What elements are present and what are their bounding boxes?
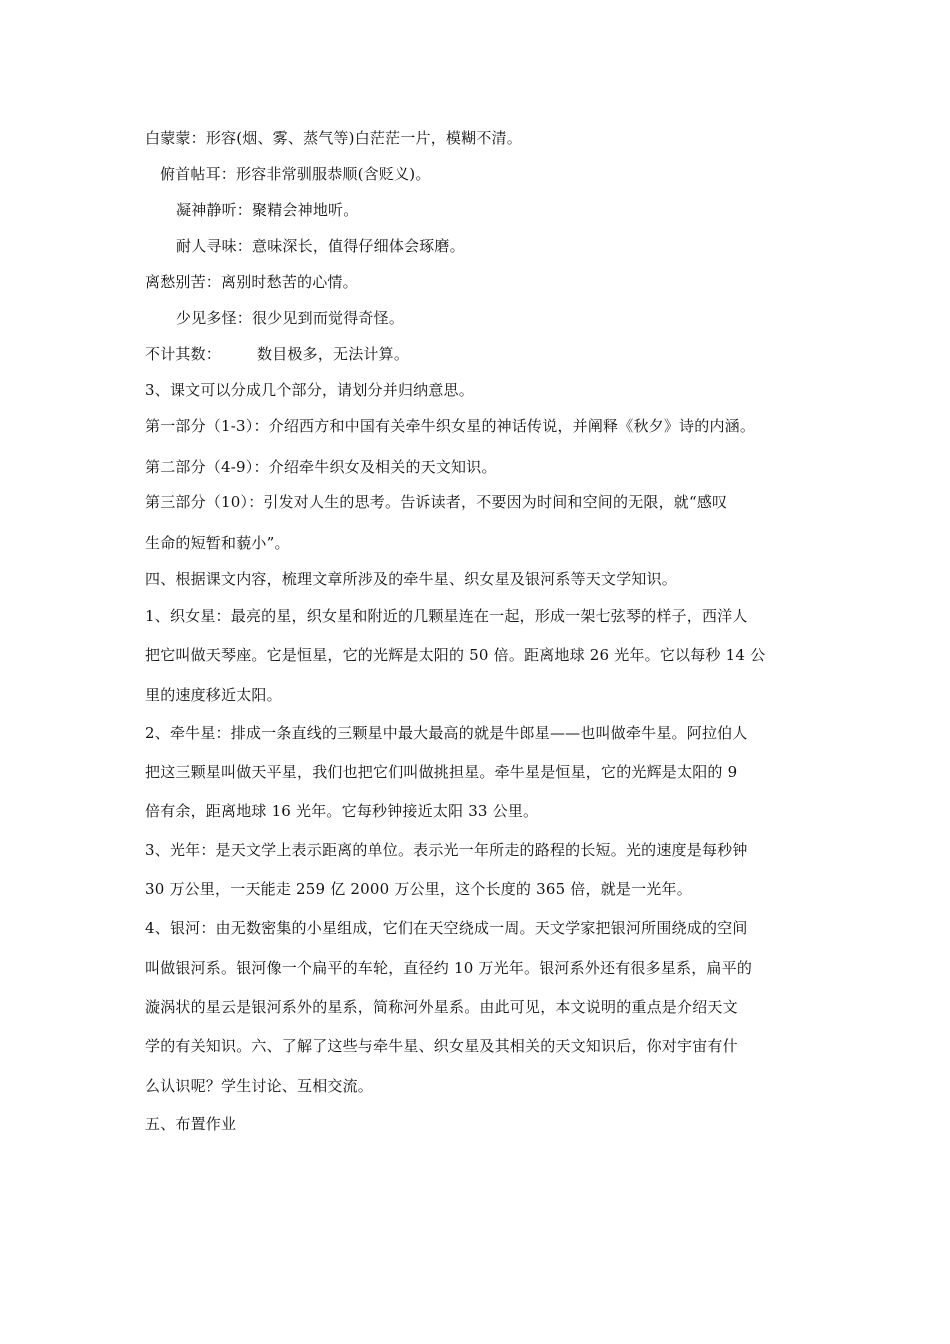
glossary-definition: 形容(烟、雾、蒸气等)白茫茫一片，模糊不清。 bbox=[205, 129, 522, 147]
milkyway-paragraph: 4、银河：由无数密集的小星组成，它们在天空绕成一周。天文学家把银河所围绕成的空间 bbox=[145, 919, 748, 937]
glossary-term: 少见多怪： bbox=[176, 309, 253, 327]
glossary-definition: 形容非常驯服恭顺(含贬义)。 bbox=[236, 165, 431, 183]
lightyear-paragraph: 30 万公里，一天能走 259 亿 2000 万公里，这个长度的 365 倍，就是一光年。 bbox=[145, 880, 692, 898]
structure-part-1: 第一部分（1-3）：介绍西方和中国有关牵牛织女星的神话传说，并阐释《秋夕》诗的内涵。 bbox=[145, 417, 756, 435]
glossary-term: 俯首帖耳： bbox=[160, 165, 237, 183]
glossary-entry bbox=[176, 308, 404, 328]
glossary-definition: 意味深长，值得仔细体会琢磨。 bbox=[252, 237, 465, 255]
milkyway-paragraph: 学的有关知识。六、了解了这些与牵牛星、织女星及其相关的天文知识后，你对宇宙有什 bbox=[145, 1037, 738, 1055]
vega-paragraph: 把它叫做天琴座。它是恒星，它的光辉是太阳的 50 倍。距离地球 26 光年。它以每秒 14 公 bbox=[145, 646, 766, 664]
glossary-entry bbox=[176, 236, 465, 256]
milkyway-paragraph: 叫做银河系。银河像一个扁平的车轮，直径约 10 万光年。银河系外还有很多星系，扁平的 bbox=[145, 959, 753, 977]
glossary-definition: 离别时愁苦的心情。 bbox=[221, 273, 358, 291]
structure-question: 3、课文可以分成几个部分，请划分并归纳意思。 bbox=[145, 381, 474, 399]
glossary-entry bbox=[160, 164, 431, 184]
altair-paragraph: 2、牵牛星：排成一条直线的三颗星中最大最高的就是牛郎星——也叫做牵牛星。阿拉伯人 bbox=[145, 724, 748, 742]
structure-part-2: 第二部分（4-9）：介绍牵牛织女及相关的天文知识。 bbox=[145, 458, 497, 476]
glossary-term: 凝神静听： bbox=[176, 201, 253, 219]
section-4-heading: 四、根据课文内容，梳理文章所涉及的牵牛星、织女星及银河系等天文学知识。 bbox=[145, 570, 678, 588]
glossary-definition: 数目极多，无法计算。 bbox=[257, 345, 410, 363]
glossary-definition: 很少见到而觉得奇怪。 bbox=[252, 309, 405, 327]
milkyway-paragraph: 漩涡状的星云是银河系外的星系，简称河外星系。由此可见，本文说明的重点是介绍天文 bbox=[145, 998, 738, 1016]
glossary-term: 白蒙蒙： bbox=[145, 129, 206, 147]
structure-part-3: 第三部分（10）：引发对人生的思考。告诉读者，不要因为时间和空间的无限，就“感叹 bbox=[145, 493, 728, 511]
glossary-term: 不计其数： bbox=[145, 345, 222, 363]
glossary-entry bbox=[176, 200, 358, 220]
milkyway-paragraph: 么认识呢？学生讨论、互相交流。 bbox=[145, 1077, 374, 1095]
vega-paragraph: 1、织女星：最亮的星，织女星和附近的几颗星连在一起，形成一架七弦琴的样子，西洋人 bbox=[145, 607, 748, 625]
vega-paragraph: 里的速度移近太阳。 bbox=[145, 686, 282, 704]
glossary-definition: 聚精会神地听。 bbox=[252, 201, 359, 219]
glossary-entry bbox=[145, 272, 358, 292]
altair-paragraph: 把这三颗星叫做天平星，我们也把它们叫做挑担星。牵牛星是恒星，它的光辉是太阳的 9 bbox=[145, 763, 738, 781]
altair-paragraph: 倍有余，距离地球 16 光年。它每秒钟接近太阳 33 公里。 bbox=[145, 802, 539, 820]
glossary-entry bbox=[145, 344, 409, 364]
section-5-heading: 五、布置作业 bbox=[145, 1115, 237, 1133]
glossary-term: 耐人寻味： bbox=[176, 237, 253, 255]
glossary-entry bbox=[145, 128, 522, 148]
structure-part-3: 生命的短暂和藐小”。 bbox=[145, 534, 290, 552]
lightyear-paragraph: 3、光年：是天文学上表示距离的单位。表示光一年所走的路程的长短。光的速度是每秒钟 bbox=[145, 841, 748, 859]
glossary-term: 离愁别苦： bbox=[145, 273, 222, 291]
